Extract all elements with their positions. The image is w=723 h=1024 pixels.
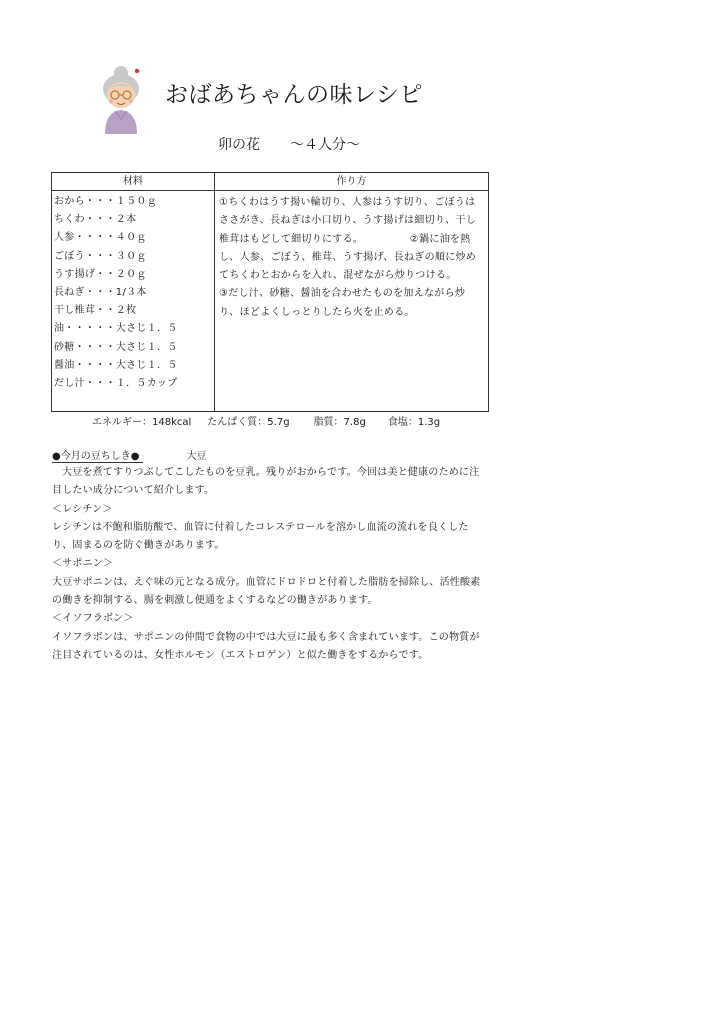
ingredient-item: ごぼう・・・３０ｇ xyxy=(54,250,147,262)
ingredients-header: 材料 xyxy=(52,173,214,191)
nutrition-facts xyxy=(92,413,440,428)
trivia-heading: ●今月の豆ちしき● xyxy=(52,447,143,463)
steps-body xyxy=(215,191,488,322)
trivia-article xyxy=(52,464,482,665)
ingredient-item: だし汁・・・１．５カップ xyxy=(54,378,178,390)
nutrition-energy: エネルギー：148kcal xyxy=(92,417,192,428)
ingredient-list xyxy=(52,191,214,393)
section-body-lecithin: レシチンは不飽和脂肪酸で、血管に付着したコレステロールを溶かし血流の流れを良くしたり、固まるのを防ぐ働きがあります。 xyxy=(52,521,469,552)
grandmother-icon xyxy=(96,64,146,134)
section-title-saponin: ＜サポニン＞ xyxy=(52,558,114,570)
dish-title xyxy=(218,134,360,154)
servings: ～４人分～ xyxy=(290,137,360,153)
ingredient-item: 長ねぎ・・・1/３本 xyxy=(54,287,147,299)
steps-column xyxy=(215,173,488,411)
section-title-isoflavone: ＜イソフラボン＞ xyxy=(52,613,134,625)
nutrition-protein: たんぱく質：5.7g xyxy=(207,417,290,428)
ingredient-item: おから・・・１５０ｇ xyxy=(54,196,157,207)
trivia-subject: 大豆 xyxy=(186,451,207,462)
dish-name: 卯の花 xyxy=(218,137,260,153)
step-1: ①ちくわはうす揚い輪切り、人参はうす切り、ごぼうはささがき、長ねぎは小口切り、うす揚げは細切り、干し椎茸はもどして細切りにする。 xyxy=(219,197,477,245)
ingredient-item: 干し椎茸・・２枚 xyxy=(54,305,137,317)
trivia-heading-row xyxy=(52,447,206,463)
article-intro: 大豆を煮てすりつぶしてこしたものを豆乳。残りがおからです。今回は美と健康のために注目したい成分について紹介します。 xyxy=(52,467,480,497)
step-3: ③だし汁、砂糖、醤油を合わせたものを加えながら炒り、ほどよくしっとりしたら火を止める。 xyxy=(219,288,466,318)
nutrition-fat: 脂質：7.8g xyxy=(313,417,366,428)
steps-header: 作り方 xyxy=(215,173,488,191)
recipe-table xyxy=(51,172,489,412)
step-2: ②鍋に油を熱し、人参、ごぼう、椎茸、うす揚げ、長ねぎの順に炒めてちくわとおからを入れ、混ぜながら炒りつける。 xyxy=(219,233,477,282)
section-body-saponin: 大豆サポニンは、えぐ味の元となる成分。血管にドロドロと付着した脂肪を掃除し、活性酸素の働きを抑制する、腸を刺激し便通をよくするなどの働きがあります。 xyxy=(52,576,481,607)
ingredient-item: 砂糖・・・・大さじ１．５ xyxy=(54,341,178,353)
ingredient-item: 醤油・・・・大さじ１．５ xyxy=(54,359,178,371)
ingredient-item: 人参・・・・４０ｇ xyxy=(54,232,147,244)
ingredient-item: 油・・・・・大さじ１．５ xyxy=(54,323,178,335)
ingredient-item: うす揚げ・・２０ｇ xyxy=(54,268,147,280)
ingredients-column xyxy=(52,173,215,411)
page-title: おばあちゃんの味レシピ xyxy=(165,82,423,108)
section-title-lecithin: ＜レシチン＞ xyxy=(52,503,113,515)
nutrition-salt: 食塩：1.3g xyxy=(387,417,441,428)
section-body-isoflavone: イソフラボンは、サポニンの仲間で食物の中では大豆に最も多く含まれています。この物質が注目されているのは、女性ホルモン（エストロゲン）と似た働きをするからです。 xyxy=(52,631,480,661)
ingredient-item: ちくわ・・・２本 xyxy=(54,214,137,226)
